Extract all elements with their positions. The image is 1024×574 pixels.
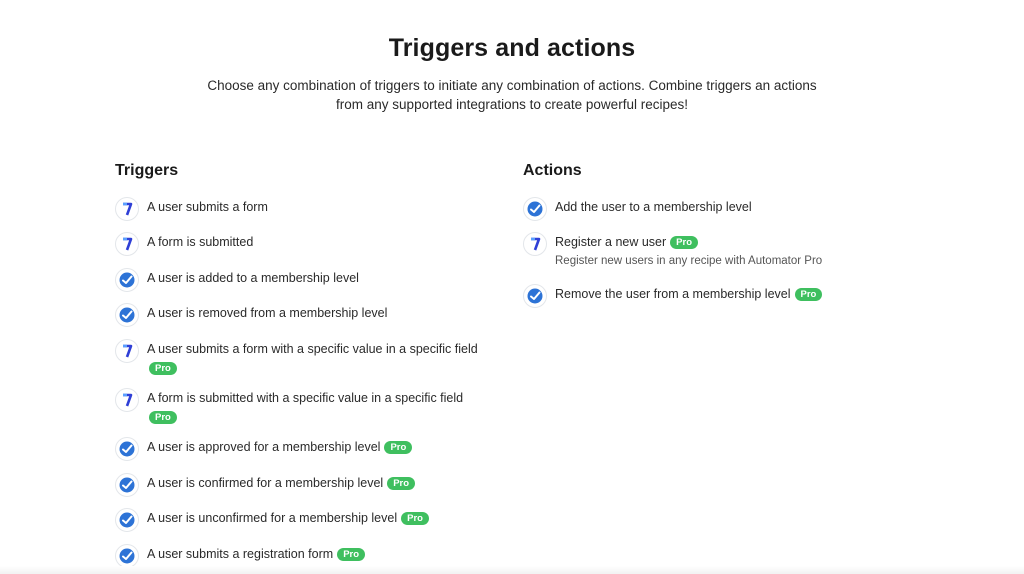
trigger-label: A user is confirmed for a membership level	[147, 476, 384, 490]
action-text-block	[555, 285, 822, 304]
list-item	[115, 198, 268, 221]
trigger-label: A user is removed from a membership level	[147, 306, 388, 320]
form-integration-icon	[115, 197, 139, 221]
trigger-label: A user is added to a membership level	[147, 271, 359, 285]
pro-badge: Pro	[337, 548, 365, 561]
action-label: Add the user to a membership level	[555, 200, 752, 214]
membership-check-icon	[115, 508, 139, 532]
trigger-text-block	[147, 474, 415, 493]
list-item	[523, 198, 752, 221]
bottom-edge	[0, 566, 1024, 574]
membership-check-icon	[523, 284, 547, 308]
trigger-label: A user submits a registration form	[147, 547, 334, 561]
membership-check-icon	[523, 197, 547, 221]
pro-badge: Pro	[795, 288, 823, 301]
triggers-column	[115, 160, 515, 561]
list-item	[523, 285, 822, 308]
list-item	[115, 389, 463, 427]
subtitle-line-2: from any supported integrations to create powerful recipes!	[336, 97, 688, 112]
pro-badge: Pro	[149, 411, 177, 424]
trigger-label: A user submits a form with a specific value in a specific field	[147, 342, 478, 356]
subtitle-line-1: Choose any combination of triggers to initiate any combination of actions. Combine triggers an actions	[207, 78, 817, 93]
trigger-label: A form is submitted with a specific value in a specific field	[147, 391, 464, 405]
membership-check-icon	[115, 437, 139, 461]
action-subtext: Register new users in any recipe with Automator Pro	[555, 255, 823, 267]
form-integration-icon	[115, 388, 139, 412]
pro-badge: Pro	[401, 512, 429, 525]
actions-heading: Actions	[523, 162, 582, 179]
trigger-text-block	[147, 340, 478, 378]
trigger-label: A user submits a form	[147, 200, 268, 214]
trigger-text-block	[147, 438, 412, 457]
action-label: Remove the user from a membership level	[555, 287, 791, 301]
trigger-label: A user is approved for a membership level	[147, 440, 381, 454]
page-title: Triggers and actions	[388, 34, 636, 62]
list-item	[115, 545, 365, 568]
membership-check-icon	[115, 268, 139, 292]
actions-column	[523, 160, 923, 301]
trigger-text-block	[147, 509, 429, 528]
action-label: Register a new user	[555, 235, 667, 249]
list-item	[115, 509, 429, 532]
list-item	[523, 233, 822, 269]
form-integration-icon	[523, 232, 547, 256]
membership-check-icon	[115, 544, 139, 568]
trigger-label: A user is unconfirmed for a membership level	[147, 511, 398, 525]
membership-check-icon	[115, 303, 139, 327]
pro-badge: Pro	[387, 477, 415, 490]
triggers-heading: Triggers	[115, 162, 179, 179]
list-item	[115, 304, 387, 327]
pro-badge: Pro	[149, 362, 177, 375]
pro-badge: Pro	[670, 236, 698, 249]
trigger-label: A form is submitted	[147, 235, 254, 249]
list-item	[115, 269, 359, 292]
list-item	[115, 233, 253, 256]
action-text-block	[555, 233, 822, 269]
list-item	[115, 438, 412, 461]
trigger-text-block	[147, 545, 365, 564]
trigger-text-block	[147, 389, 463, 427]
form-integration-icon	[115, 232, 139, 256]
membership-check-icon	[115, 473, 139, 497]
list-item	[115, 340, 478, 378]
page-subtitle	[192, 76, 832, 114]
form-integration-icon	[115, 339, 139, 363]
list-item	[115, 474, 415, 497]
pro-badge: Pro	[384, 441, 412, 454]
